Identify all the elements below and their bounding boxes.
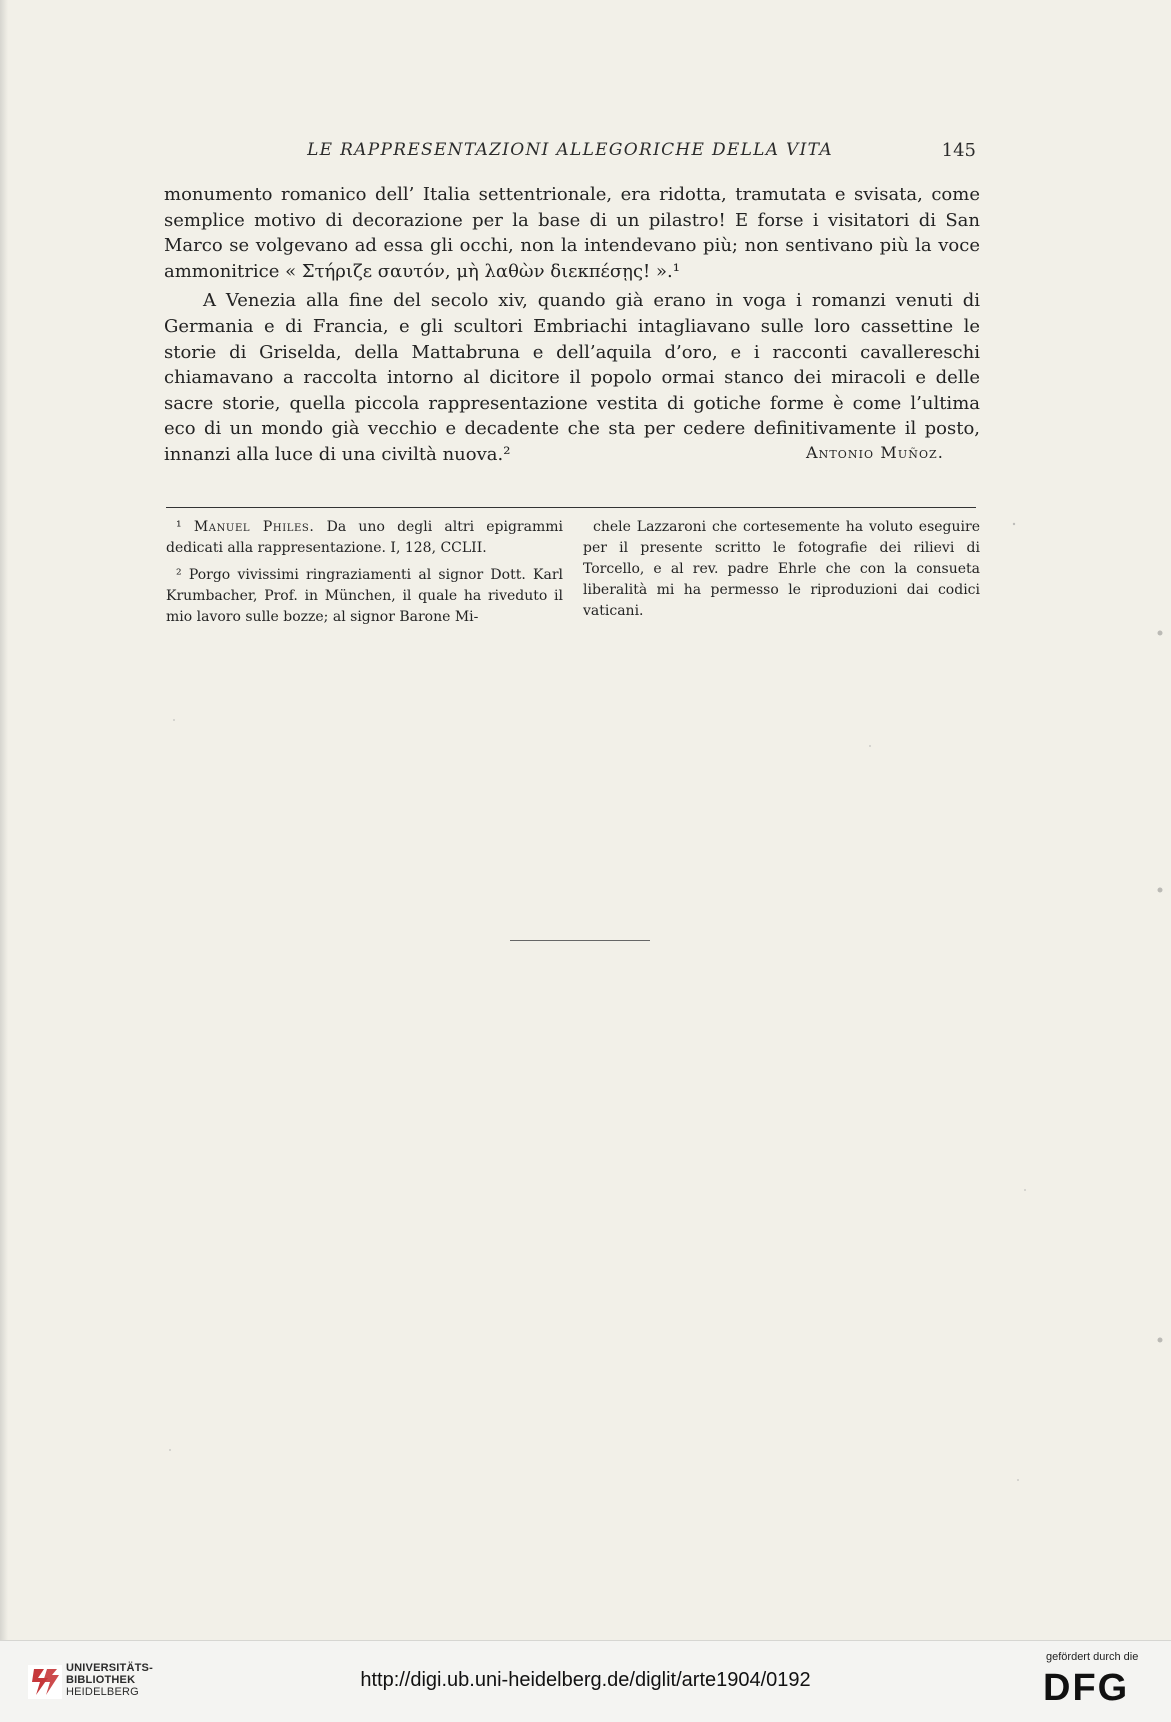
footnote-1-text: Da uno degli altri epigrammi dedicati alla rappresentazione. I, 128, CCLII. [166,519,563,556]
footnote-1-author: Manuel Philes. [193,519,315,535]
paragraph-1: monumento romanico dell’ Italia settentrionale, era ridotta, tramutata e svisata, come semplice motivo di decorazione per la base di un pilastro! E forse i visitatori di San Marco se volgevano ad essa gli occhi, non la intendevano più; non sentivano più la voce ammonitrice « Στήριζε σαυτόν, μὴ λαθὼν διεκπέσῃς! ».¹ [164,184,980,282]
digital-library-footer [0,1640,1171,1722]
dfg-logo: DFG [1043,1667,1130,1709]
main-text [164,182,980,468]
center-divider [510,940,650,941]
footnotes-right-column [583,517,980,628]
running-title: LE RAPPRESENTAZIONI ALLEGORICHE DELLA VITA [307,140,833,160]
scan-edge-shadow [0,0,8,1640]
funded-by-text: gefördert durch die [1046,1651,1139,1663]
footnote-2: ² Porgo vivissimi ringraziamenti al signor Dott. Karl Krumbacher, Prof. in München, il quale ha riveduto il mio lavoro sulle bozze; al signor Barone Mi- [166,567,563,625]
library-name-line-1: UNIVERSITÄTS- [66,1662,153,1674]
page-number: 145 [941,140,976,161]
footnotes-section [166,517,980,628]
library-name-line-2: BIBLIOTHEK [66,1674,136,1686]
author-name: Antonio Muñoz. [805,443,944,462]
footnote-separator [166,507,976,508]
document-url[interactable]: http://digi.ub.uni-heidelberg.de/diglit/arte1904/0192 [360,1669,811,1691]
footnote-2-continued: chele Lazzaroni che cortesemente ha voluto eseguire per il presente scritto le fotografie dei rilievi di Torcello, e al rev. padre Ehrle che con la consueta liberalità mi ha permesso le riproduzioni dai codici vaticani. [583,519,980,619]
paragraph-2: A Venezia alla fine del secolo xiv, quando già erano in voga i romanzi venuti di Germania e di Francia, e gli scultori Embriachi intagliavano sulle loro cassettine le storie di Griselda, della Mattabruna e dell’aquila d’oro, e i racconti cavallereschi chiamavano a raccolta intorno al dicitore il popolo ormai stanco dei miracoli e delle sacre storie, quella piccola rappresentazione vestita di gotiche forme è come l’ultima eco di un mondo già vecchio e decadente che sta per cedere definitivamente il posto, innanzi alla luce di una civiltà nuova.² [164,290,980,465]
footnotes-left-column [166,517,563,628]
footnote-1-marker: ¹ [176,519,182,535]
footnote-1 [166,517,563,559]
library-name-line-3: HEIDELBERG [66,1686,139,1698]
author-signature [660,443,944,462]
